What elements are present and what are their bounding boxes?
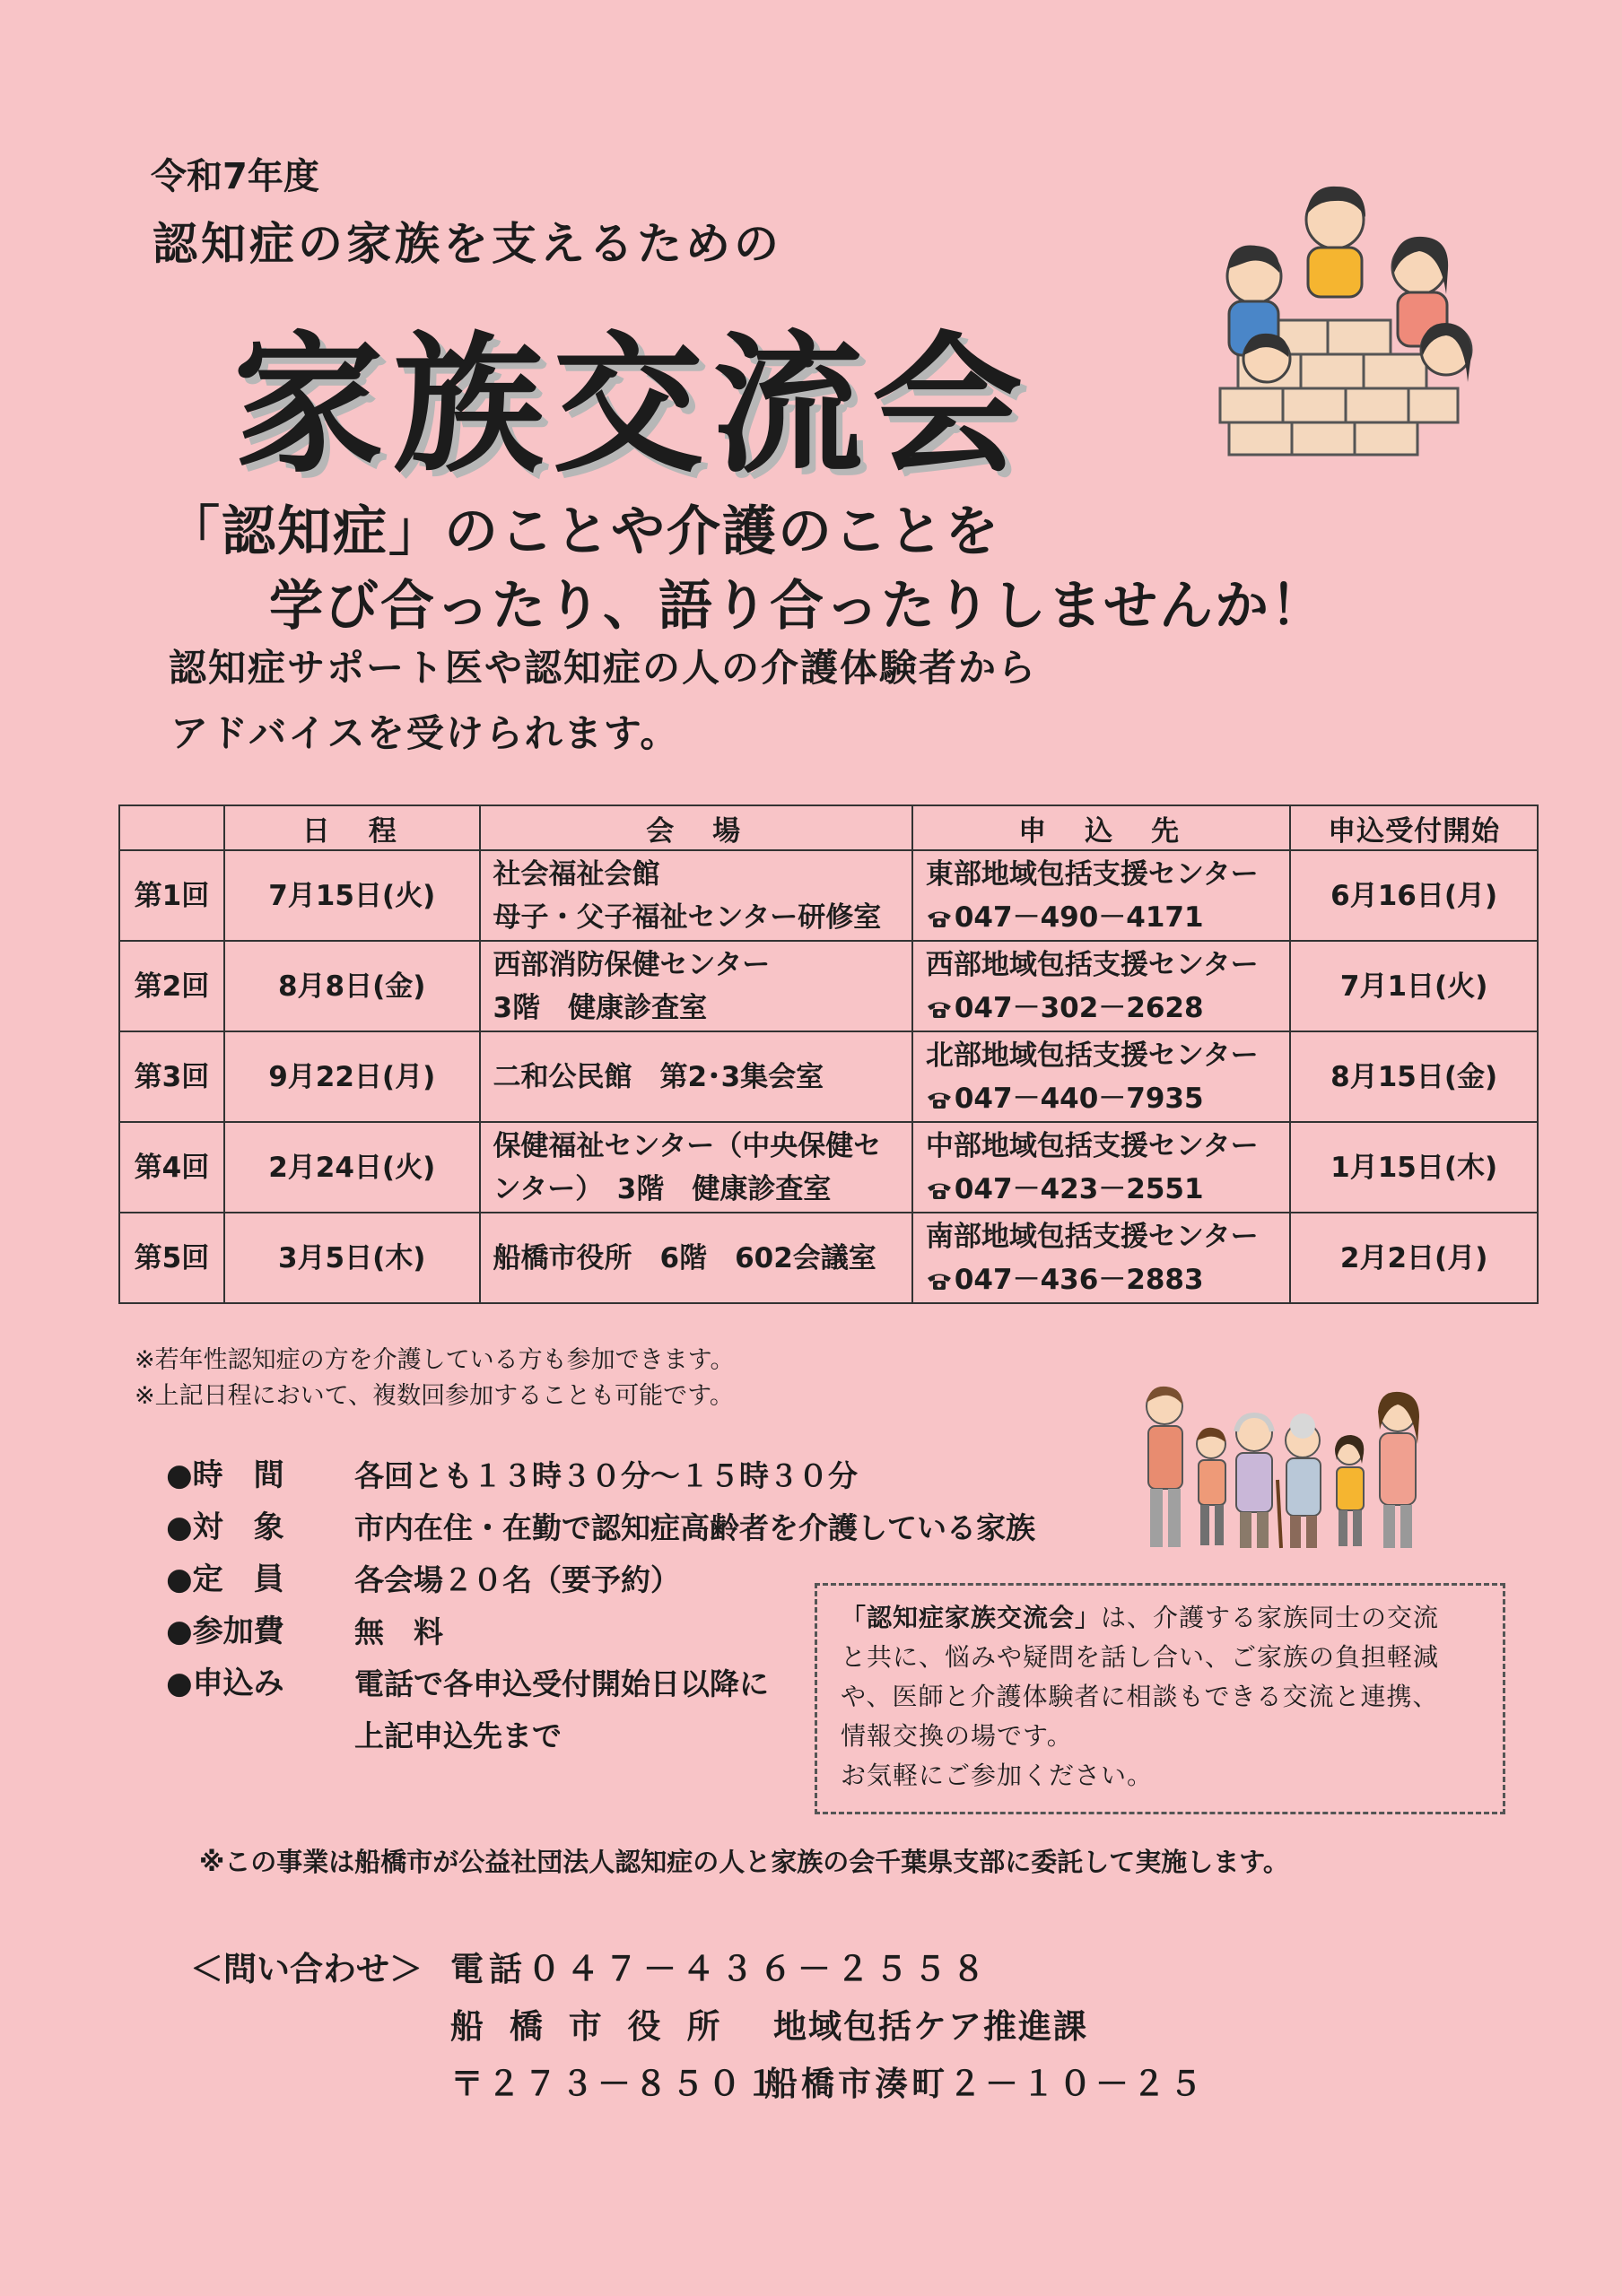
info-value: 市内在住・在勤で認知症高齢者を介護している家族 <box>354 1510 1035 1545</box>
date-cell: 2月24日(火) <box>224 1122 480 1213</box>
round-cell: 第3回 <box>119 1031 224 1122</box>
venue-cell <box>480 1031 912 1122</box>
phone-icon <box>926 1271 953 1291</box>
date-cell: 3月5日(木) <box>224 1213 480 1303</box>
contact-cell <box>912 850 1290 941</box>
table-row <box>119 941 1538 1031</box>
date-cell: 8月8日(金) <box>224 941 480 1031</box>
contact-address: 船橋市湊町２－１０－２５ <box>764 2065 1206 2103</box>
info-value: 無 料 <box>354 1614 443 1649</box>
start-cell: 8月15日(金) <box>1290 1031 1538 1122</box>
table-row <box>119 1213 1538 1303</box>
contact-phone-number: 電話０４７－４３６－２５５８ <box>450 1950 990 1988</box>
info-value: 各会場２０名（要予約） <box>354 1562 680 1597</box>
note-line: ※上記日程において、複数回参加することも可能です。 <box>135 1382 734 1410</box>
description-line-2: アドバイスを受けられます。 <box>170 711 680 755</box>
date-cell: 9月22日(月) <box>224 1031 480 1122</box>
venue-cell <box>480 850 912 941</box>
contact-phone: 047－440－7935 <box>954 1082 1204 1115</box>
table-header-row <box>119 805 1538 850</box>
start-cell: 2月2日(月) <box>1290 1213 1538 1303</box>
phone-icon <box>926 909 953 928</box>
contact-phone: 047－423－2551 <box>954 1172 1204 1205</box>
family-group-illustration <box>1138 1381 1434 1564</box>
contact-cell <box>912 1213 1290 1303</box>
contact-cell <box>912 1122 1290 1213</box>
page-title: 家族交流会 <box>233 317 1032 493</box>
round-cell: 第1回 <box>119 850 224 941</box>
column-header-contact: 申 込 先 <box>912 805 1290 850</box>
venue-line: ンター） 3階 健康診査室 <box>493 1172 832 1205</box>
round-cell: 第5回 <box>119 1213 224 1303</box>
date-cell: 7月15日(火) <box>224 850 480 941</box>
table-notes <box>135 1343 734 1414</box>
phone-icon <box>926 1090 953 1109</box>
about-line <box>841 1598 1485 1638</box>
about-lead: 「認知症家族交流会」 <box>841 1603 1102 1632</box>
contact-postal-code: 〒２７３－８５０１ <box>450 2065 781 2103</box>
about-line: 情報交換の場です。 <box>841 1721 1073 1751</box>
info-label: ●定 員 <box>166 1561 284 1597</box>
table-row <box>119 1122 1538 1213</box>
venue-line: 二和公民館 第2･3集会室 <box>493 1060 824 1093</box>
venue-line: 西部消防保健センター <box>493 948 771 981</box>
table-row <box>119 850 1538 941</box>
commission-footnote: ※この事業は船橋市が公益社団法人認知症の人と家族の会千葉県支部に委託して実施します。 <box>199 1847 1289 1877</box>
info-label: ●申込み <box>166 1665 284 1701</box>
info-label: ●参加費 <box>166 1613 284 1649</box>
contact-label: ＜問い合わせ＞ <box>190 1950 423 1988</box>
contact-cell <box>912 1031 1290 1122</box>
info-value: 各回とも１３時３０分～１５時３０分 <box>354 1458 858 1493</box>
info-value: 電話で各申込受付開始日以降に <box>354 1666 769 1701</box>
about-text: は、介護する家族同士の交流 <box>1101 1603 1440 1632</box>
column-header-start: 申込受付開始 <box>1290 805 1538 850</box>
venue-cell <box>480 941 912 1031</box>
column-header-venue: 会 場 <box>480 805 912 850</box>
start-cell: 6月16日(月) <box>1290 850 1538 941</box>
about-line: や、医師と介護体験者に相談もできる交流と連携、 <box>841 1682 1439 1711</box>
phone-icon <box>926 999 953 1019</box>
contact-phone: 047－436－2883 <box>954 1263 1204 1296</box>
column-header-round <box>119 805 224 850</box>
contact-org: 東部地域包括支援センター <box>925 857 1259 891</box>
contact-phone: 047－490－4171 <box>954 900 1204 934</box>
table-row <box>119 1031 1538 1122</box>
about-line: お気軽にご参加ください。 <box>841 1761 1154 1790</box>
venue-line: 船橋市役所 6階 602会議室 <box>493 1241 876 1274</box>
contact-org: 南部地域包括支援センター <box>925 1220 1259 1253</box>
about-line: と共に、悩みや疑問を話し合い、ご家族の負担軽減 <box>841 1642 1440 1672</box>
venue-line: 3階 健康診査室 <box>493 991 708 1024</box>
start-cell: 7月1日(火) <box>1290 941 1538 1031</box>
contact-cell <box>912 941 1290 1031</box>
contact-phone: 047－302－2628 <box>954 991 1204 1024</box>
round-cell: 第2回 <box>119 941 224 1031</box>
venue-cell <box>480 1122 912 1213</box>
family-blocks-illustration <box>1211 179 1480 461</box>
contact-org: 西部地域包括支援センター <box>925 948 1259 981</box>
venue-cell <box>480 1213 912 1303</box>
info-label: ●時 間 <box>166 1457 284 1493</box>
about-box <box>815 1583 1505 1814</box>
contact-office: 船 橋 市 役 所 <box>450 2007 728 2046</box>
round-cell: 第4回 <box>119 1122 224 1213</box>
column-header-date: 日 程 <box>224 805 480 850</box>
info-value: 上記申込先まで <box>354 1718 562 1753</box>
phone-icon <box>926 1180 953 1200</box>
venue-line: 母子・父子福祉センター研修室 <box>493 900 882 934</box>
venue-line: 社会福祉会館 <box>493 857 660 891</box>
fiscal-year-label: 令和7年度 <box>151 156 319 197</box>
lead-line-1: 「認知症」のことや介護のことを <box>166 500 1000 563</box>
description-line-1: 認知症サポート医や認知症の人の介護体験者から <box>169 646 1038 690</box>
contact-org: 北部地域包括支援センター <box>925 1039 1259 1072</box>
info-label: ●対 象 <box>166 1509 284 1545</box>
subtitle: 認知症の家族を支えるための <box>153 218 782 270</box>
venue-line: 保健福祉センター（中央保健セ <box>493 1129 882 1162</box>
lead-line-2: 学び合ったり、語り合ったりしませんか！ <box>269 575 1326 638</box>
schedule-table <box>118 804 1539 1304</box>
contact-org: 中部地域包括支援センター <box>925 1129 1259 1162</box>
start-cell: 1月15日(木) <box>1290 1122 1538 1213</box>
note-line: ※若年性認知症の方を介護している方も参加できます。 <box>135 1346 735 1374</box>
contact-department: 地域包括ケア推進課 <box>773 2007 1088 2046</box>
